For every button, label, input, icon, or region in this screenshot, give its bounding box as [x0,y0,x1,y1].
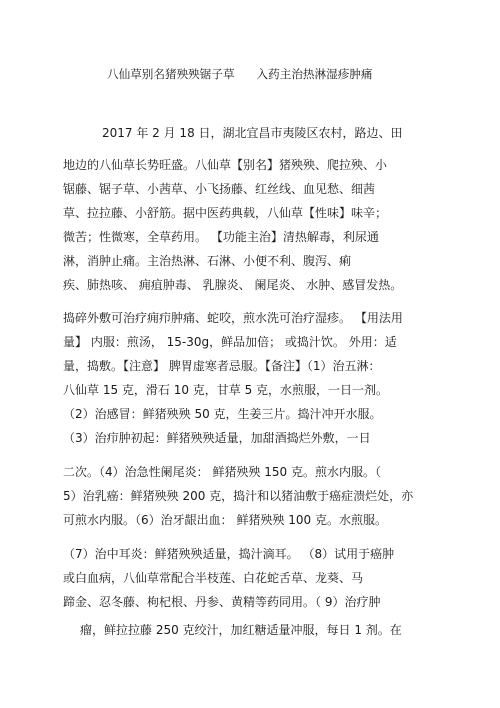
text-line: 地边的八仙草长势旺盛。八仙草【别名】猪殃殃、爬拉殃、小 [63,158,388,172]
title-part-one: 八仙草别名猪殃殃锯子草 [107,67,235,81]
text-line: 二次。（4）治急性阑尾炎： 鲜猪殃殃 150 克。煎水内服。（ [63,465,381,479]
text-line: 瘤，鲜拉拉藤 250 克绞汁，加红糖适量冲服，每日 1 剂。在 [80,623,402,637]
text-line: 八仙草 15 克，滑石 10 克，甘草 5 克，水煎服，一日一剂。 [63,383,389,397]
page-title [107,66,427,82]
text-line: （2）治感冒：鲜猪殃殃 50 克，生姜三片。捣汁冲开水服。 [63,407,382,421]
text-line: （3）治疖肿初起：鲜猪殃殃适量，加甜酒捣烂外敷，一日 [63,431,371,445]
text-line: 捣碎外敷可治疗痈疖肿痛、蛇咬，煎水洗可治疗湿疹。 【用法用 [63,311,403,325]
text-line: 淋，消肿止痛。主治热淋、石淋、小便不利、腹泻、痢 [63,254,352,268]
text-line: 可煎水内服。（6）治牙龈出血： 鲜猪殃殃 100 克。水煎服。 [63,513,387,527]
text-line: 疾、肺热咳、 痈疽肿毒、 乳腺炎、 阑尾炎、 水肿、感冒发热。 [63,278,403,292]
text-line: 5）治乳癌：鲜猪殃殃 200 克，捣汁和以猪油敷于癌症溃烂处，亦 [63,489,414,503]
text-line: 量】 内服：煎汤， 15-30g，鲜品加倍； 或捣汁饮。 外用：适 [63,335,397,349]
text-line: 或白血病，八仙草常配合半枝莲、白花蛇舌草、龙葵、马 [63,571,364,585]
text-line: 蹄金、忍冬藤、枸杞根、丹参、黄精等药同用。（ 9）治疗肿 [63,595,381,609]
text-line: 微苦；性微寒，全草药用。 【功能主治】清热解毒，利尿通 [63,230,379,244]
text-line: 草、拉拉藤、小舒筋。据中医药典载，八仙草【性味】味辛； [63,206,388,220]
title-part-two: 入药主治热淋湿疹肿痛 [256,67,373,81]
text-line: 2017 年 2 月 18 日，湖北宜昌市夷陵区农村，路边、田 [102,126,403,140]
text-line: （7）治中耳炎：鲜猪殃殃适量，捣汁滴耳。 （8）试用于癌肿 [63,547,395,561]
text-line: 量，捣敷。【注意】 脾胃虚寒者忌服。【备注】（1）治五淋： [63,359,381,373]
text-line: 锯藤、锯子草、小茜草、小飞扬藤、红丝线、血见愁、细茜 [63,182,376,196]
